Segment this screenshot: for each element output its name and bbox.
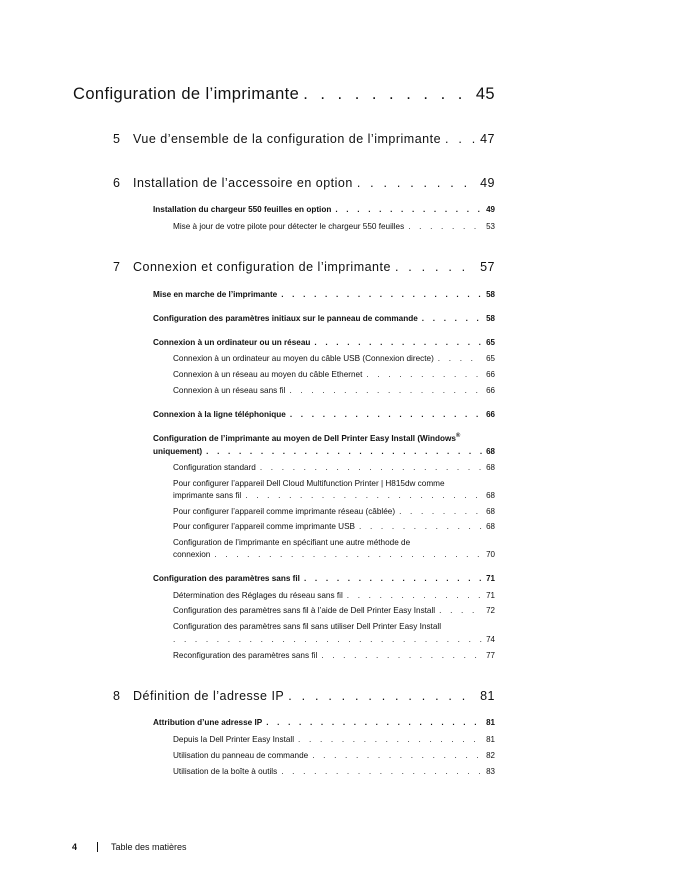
entry-title: Configuration des paramètres sans fil à l’aide de Dell Printer Easy Install: [173, 606, 436, 615]
toc-part-heading[interactable]: [73, 85, 495, 104]
toc-entry[interactable]: [153, 205, 495, 214]
entry-title: Configuration des paramètres initiaux sur le panneau de commande: [153, 314, 418, 323]
dot-leader: [281, 290, 482, 299]
entry-page: 71: [486, 574, 495, 583]
entry-title: Pour configurer l’appareil comme imprimante réseau (câblée): [173, 507, 396, 516]
toc-subentry-line1[interactable]: [173, 622, 441, 631]
dot-leader: [335, 205, 482, 214]
toc-entry[interactable]: [153, 574, 495, 583]
entry-title-line1: Configuration de l’imprimante en spécifiant une autre méthode de: [173, 538, 411, 547]
dot-leader: [206, 447, 482, 456]
toc-entry[interactable]: [153, 338, 495, 347]
entry-page: 82: [486, 751, 495, 760]
entry-page: 49: [486, 205, 495, 214]
dot-leader: [281, 767, 482, 776]
dot-leader: [303, 85, 474, 104]
entry-page: 74: [486, 635, 495, 644]
entry-page: 81: [486, 718, 495, 727]
toc-entry-line1[interactable]: [153, 433, 460, 443]
entry-title-line2: imprimante sans fil: [173, 491, 242, 500]
entry-title: Configuration standard: [173, 463, 256, 472]
toc-subentry[interactable]: [173, 767, 495, 776]
entry-page: 81: [486, 735, 495, 744]
toc-subentry-line2[interactable]: [173, 491, 495, 500]
footer-section-title: Table des matières: [111, 842, 187, 852]
part-page: 45: [475, 85, 495, 103]
chapter-title: Connexion et configuration de l’imprimante: [133, 260, 391, 274]
dot-leader: [298, 735, 482, 744]
dot-leader: [304, 574, 482, 583]
dot-leader: [422, 314, 482, 323]
chapter-number: 8: [113, 689, 121, 703]
toc-subentry[interactable]: [173, 507, 495, 516]
entry-title: Mise à jour de votre pilote pour détecter le chargeur 550 feuilles: [173, 222, 405, 231]
toc-entry[interactable]: [153, 410, 495, 419]
toc-subentry[interactable]: [173, 751, 495, 760]
chapter-number: 7: [113, 260, 121, 274]
toc-chapter-5[interactable]: [113, 132, 495, 146]
toc-subentry[interactable]: [173, 354, 495, 363]
chapter-number: 6: [113, 176, 121, 190]
toc-chapter-8[interactable]: [113, 689, 495, 703]
entry-title: Connexion à un ordinateur au moyen du câble USB (Connexion directe): [173, 354, 434, 363]
entry-page: 77: [486, 651, 495, 660]
toc-subentry[interactable]: [173, 222, 495, 231]
chapter-title: Vue d’ensemble de la configuration de l’imprimante: [133, 132, 442, 146]
entry-title: Détermination des Réglages du réseau sans fil: [173, 591, 343, 600]
dot-leader: [314, 338, 482, 347]
entry-page: 70: [486, 550, 495, 559]
toc-subentry[interactable]: [173, 606, 495, 615]
entry-page: 71: [486, 591, 495, 600]
toc-subentry[interactable]: [173, 591, 495, 600]
toc-subentry[interactable]: [173, 370, 495, 379]
dot-leader: [408, 222, 482, 231]
entry-title: Installation du chargeur 550 feuilles en option: [153, 205, 332, 214]
entry-page: 68: [486, 463, 495, 472]
entry-page: 68: [486, 491, 495, 500]
entry-page: 65: [486, 354, 495, 363]
toc-entry[interactable]: [153, 718, 495, 727]
entry-page: 68: [486, 522, 495, 531]
dot-leader: [359, 522, 482, 531]
entry-title: Utilisation de la boîte à outils: [173, 767, 278, 776]
toc-subentry-line2[interactable]: [173, 635, 495, 644]
entry-title: Utilisation du panneau de commande: [173, 751, 309, 760]
toc-subentry-line1[interactable]: [173, 538, 410, 547]
entry-title: Connexion à un réseau sans fil: [173, 386, 286, 395]
dot-leader: [173, 635, 482, 644]
chapter-title: Définition de l’adresse IP: [133, 689, 285, 703]
chapter-page: 57: [480, 260, 495, 274]
entry-title-line1: Configuration de l’imprimante au moyen de Dell Printer Easy Install (Windows: [153, 434, 456, 443]
dot-leader: [289, 386, 482, 395]
dot-leader: [399, 507, 482, 516]
chapter-page: 49: [480, 176, 495, 190]
dot-leader: [260, 463, 482, 472]
entry-title: Configuration des paramètres sans fil: [153, 574, 300, 583]
toc-subentry[interactable]: [173, 522, 495, 531]
entry-title: Reconfiguration des paramètres sans fil: [173, 651, 318, 660]
toc-subentry-line2[interactable]: [173, 550, 495, 559]
toc-chapter-6[interactable]: [113, 176, 495, 190]
toc-subentry-line1[interactable]: [173, 479, 445, 488]
toc-entry-line2[interactable]: [153, 447, 495, 456]
footer-divider: [97, 842, 98, 852]
toc-chapter-7[interactable]: [113, 260, 495, 274]
dot-leader: [347, 591, 482, 600]
entry-page: 83: [486, 767, 495, 776]
toc-entry[interactable]: [153, 290, 495, 299]
entry-page: 65: [486, 338, 495, 347]
toc-subentry[interactable]: [173, 463, 495, 472]
entry-page: 53: [486, 222, 495, 231]
entry-page: 72: [486, 606, 495, 615]
dot-leader: [312, 751, 482, 760]
entry-title: Depuis la Dell Printer Easy Install: [173, 735, 295, 744]
entry-title-line2: connexion: [173, 550, 211, 559]
entry-page: 66: [486, 410, 495, 419]
entry-title-line2: uniquement): [153, 447, 203, 456]
dot-leader: [395, 260, 476, 274]
entry-title: Mise en marche de l’imprimante: [153, 290, 278, 299]
entry-title-line1: Configuration des paramètres sans fil sans utiliser Dell Printer Easy Install: [173, 622, 442, 631]
dot-leader: [357, 176, 476, 190]
entry-page: 66: [486, 386, 495, 395]
entry-title: Connexion à la ligne téléphonique: [153, 410, 286, 419]
entry-page: 68: [486, 507, 495, 516]
dot-leader: [288, 689, 476, 703]
toc-entry[interactable]: [153, 314, 495, 323]
footer-page-number: 4: [72, 842, 78, 852]
entry-title: Pour configurer l’appareil comme imprimante USB: [173, 522, 356, 531]
page-footer: [72, 842, 187, 852]
toc-subentry[interactable]: [173, 386, 495, 395]
entry-title: Attribution d’une adresse IP: [153, 718, 263, 727]
entry-page: 68: [486, 447, 495, 456]
entry-page: 58: [486, 314, 495, 323]
dot-leader: [439, 606, 482, 615]
dot-leader: [438, 354, 482, 363]
dot-leader: [245, 491, 482, 500]
dot-leader: [321, 651, 482, 660]
toc-subentry[interactable]: [173, 735, 495, 744]
entry-title: Connexion à un ordinateur ou un réseau: [153, 338, 311, 347]
entry-title-line1: Pour configurer l’appareil Dell Cloud Multifunction Printer | H815dw comme: [173, 479, 445, 488]
dot-leader: [214, 550, 482, 559]
dot-leader: [290, 410, 482, 419]
entry-page: 58: [486, 290, 495, 299]
dot-leader: [445, 132, 476, 146]
dot-leader: [366, 370, 482, 379]
chapter-title: Installation de l’accessoire en option: [133, 176, 353, 190]
entry-title: Connexion à un réseau au moyen du câble Ethernet: [173, 370, 363, 379]
chapter-page: 47: [480, 132, 495, 146]
dot-leader: [266, 718, 482, 727]
entry-page: 66: [486, 370, 495, 379]
chapter-page: 81: [480, 689, 495, 703]
registered-mark: ®: [455, 433, 461, 439]
chapter-number: 5: [113, 132, 121, 146]
toc-subentry[interactable]: [173, 651, 495, 660]
part-title: Configuration de l’imprimante: [73, 85, 300, 103]
